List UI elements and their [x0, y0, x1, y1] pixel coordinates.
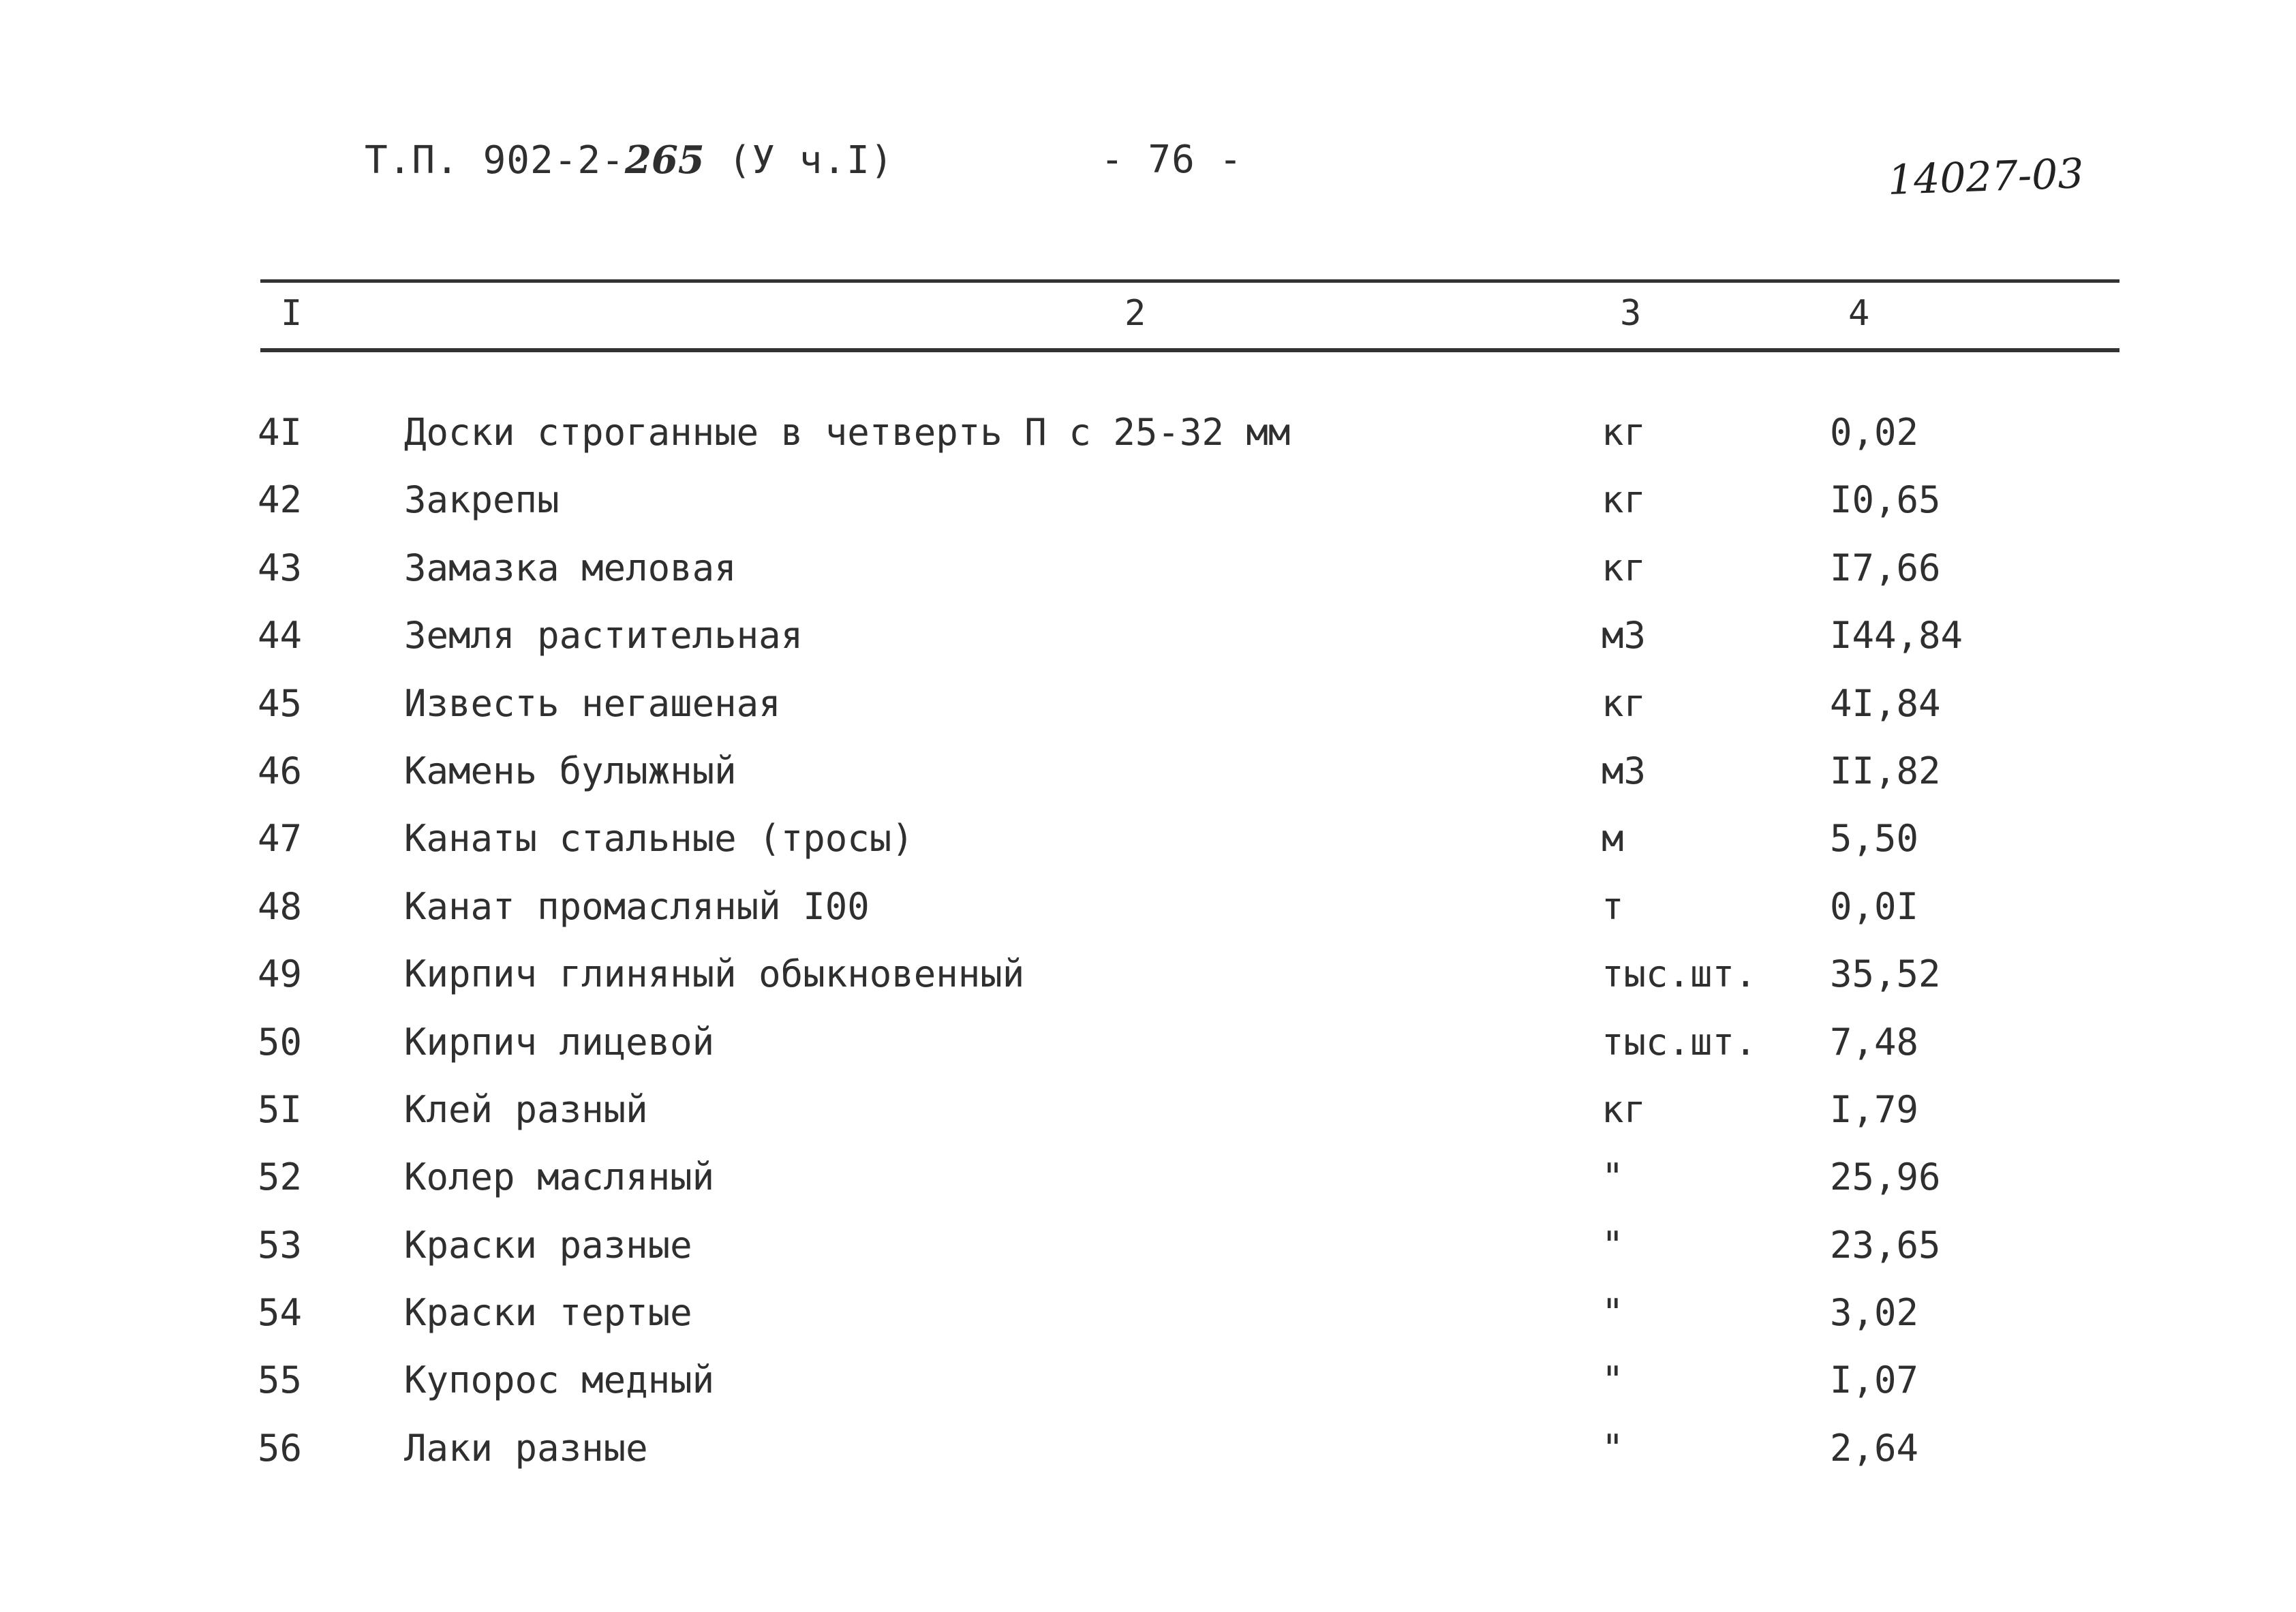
quantity: 7,48	[1830, 1020, 1919, 1064]
table-row	[0, 409, 2296, 476]
row-number: 54	[258, 1291, 303, 1335]
document-code-suffix: (У ч.I)	[704, 138, 894, 183]
quantity: 0,0I	[1830, 884, 1919, 928]
quantity: 4I,84	[1830, 681, 1941, 725]
document-code	[365, 136, 894, 185]
row-number: 49	[258, 952, 303, 996]
unit-of-measure: м3	[1602, 614, 1647, 657]
unit-of-measure: "	[1602, 1291, 1624, 1335]
row-number: 46	[258, 749, 303, 792]
material-name: Кирпич лицевой	[404, 1020, 715, 1064]
column-header-2: 2	[1124, 293, 1146, 334]
table-row	[0, 1222, 2296, 1289]
material-name: Клей разный	[404, 1087, 648, 1131]
table-row	[0, 544, 2296, 612]
quantity: I,07	[1830, 1359, 1919, 1402]
unit-of-measure: тыс.шт.	[1602, 952, 1757, 996]
quantity: II,82	[1830, 749, 1941, 792]
column-header-4: 4	[1848, 293, 1870, 334]
quantity: I,79	[1830, 1087, 1919, 1131]
unit-of-measure: "	[1602, 1426, 1624, 1470]
table-top-rule	[260, 279, 2119, 283]
unit-of-measure: "	[1602, 1156, 1624, 1199]
table-row	[0, 612, 2296, 679]
document-code-handwritten: 265	[624, 138, 705, 183]
table-row	[0, 1086, 2296, 1153]
row-number: 56	[258, 1426, 303, 1470]
column-header-3: 3	[1620, 293, 1642, 334]
table-row	[0, 883, 2296, 950]
quantity: I0,65	[1830, 478, 1941, 522]
materials-table	[0, 409, 2296, 1492]
material-name: Краски тертые	[404, 1291, 692, 1335]
quantity: I44,84	[1830, 614, 1963, 657]
material-name: Доски строганные в четверть П с 25-32 мм	[404, 411, 1291, 454]
table-row	[0, 950, 2296, 1018]
row-number: 43	[258, 546, 303, 589]
document-code-prefix: Т.П. 902-2-	[365, 138, 625, 183]
row-number: 48	[258, 884, 303, 928]
table-row	[0, 1153, 2296, 1221]
table-header-rule	[260, 348, 2119, 352]
page-number: - 76 -	[1101, 138, 1243, 182]
table-row	[0, 1357, 2296, 1424]
material-name: Канат промасляный I00	[404, 884, 870, 928]
material-name: Лаки разные	[404, 1426, 648, 1470]
unit-of-measure: кг	[1602, 411, 1647, 454]
row-number: 53	[258, 1223, 303, 1267]
material-name: Кирпич глиняный обыкновенный	[404, 952, 1025, 996]
quantity: 2,64	[1830, 1426, 1919, 1470]
material-name: Закрепы	[404, 478, 560, 522]
material-name: Замазка меловая	[404, 546, 737, 589]
row-number: 4I	[258, 411, 303, 454]
table-row	[0, 1019, 2296, 1086]
archive-number: 14027-03	[1886, 150, 2085, 204]
unit-of-measure: кг	[1602, 546, 1647, 589]
row-number: 45	[258, 681, 303, 725]
row-number: 42	[258, 478, 303, 522]
quantity: 23,65	[1830, 1223, 1941, 1267]
quantity: 35,52	[1830, 952, 1941, 996]
unit-of-measure: м	[1602, 817, 1624, 861]
unit-of-measure: "	[1602, 1359, 1624, 1402]
quantity: 25,96	[1830, 1156, 1941, 1199]
row-number: 5I	[258, 1087, 303, 1131]
table-row	[0, 1425, 2296, 1492]
table-row	[0, 680, 2296, 747]
table-row	[0, 1289, 2296, 1357]
table-row	[0, 747, 2296, 815]
material-name: Земля растительная	[404, 614, 803, 657]
quantity: 3,02	[1830, 1291, 1919, 1335]
unit-of-measure: кг	[1602, 1087, 1647, 1131]
quantity: 5,50	[1830, 817, 1919, 861]
unit-of-measure: т	[1602, 884, 1624, 928]
unit-of-measure: "	[1602, 1223, 1624, 1267]
row-number: 50	[258, 1020, 303, 1064]
row-number: 44	[258, 614, 303, 657]
row-number: 47	[258, 817, 303, 861]
unit-of-measure: кг	[1602, 681, 1647, 725]
table-row	[0, 815, 2296, 882]
column-header-1: I	[281, 293, 303, 334]
material-name: Краски разные	[404, 1223, 692, 1267]
quantity: 0,02	[1830, 411, 1919, 454]
unit-of-measure: кг	[1602, 478, 1647, 522]
quantity: I7,66	[1830, 546, 1941, 589]
unit-of-measure: тыс.шт.	[1602, 1020, 1757, 1064]
material-name: Камень булыжный	[404, 749, 737, 792]
material-name: Известь негашеная	[404, 681, 781, 725]
material-name: Колер масляный	[404, 1156, 715, 1199]
row-number: 55	[258, 1359, 303, 1402]
table-row	[0, 476, 2296, 544]
material-name: Канаты стальные (тросы)	[404, 817, 914, 861]
unit-of-measure: м3	[1602, 749, 1647, 792]
row-number: 52	[258, 1156, 303, 1199]
material-name: Купорос медный	[404, 1359, 715, 1402]
